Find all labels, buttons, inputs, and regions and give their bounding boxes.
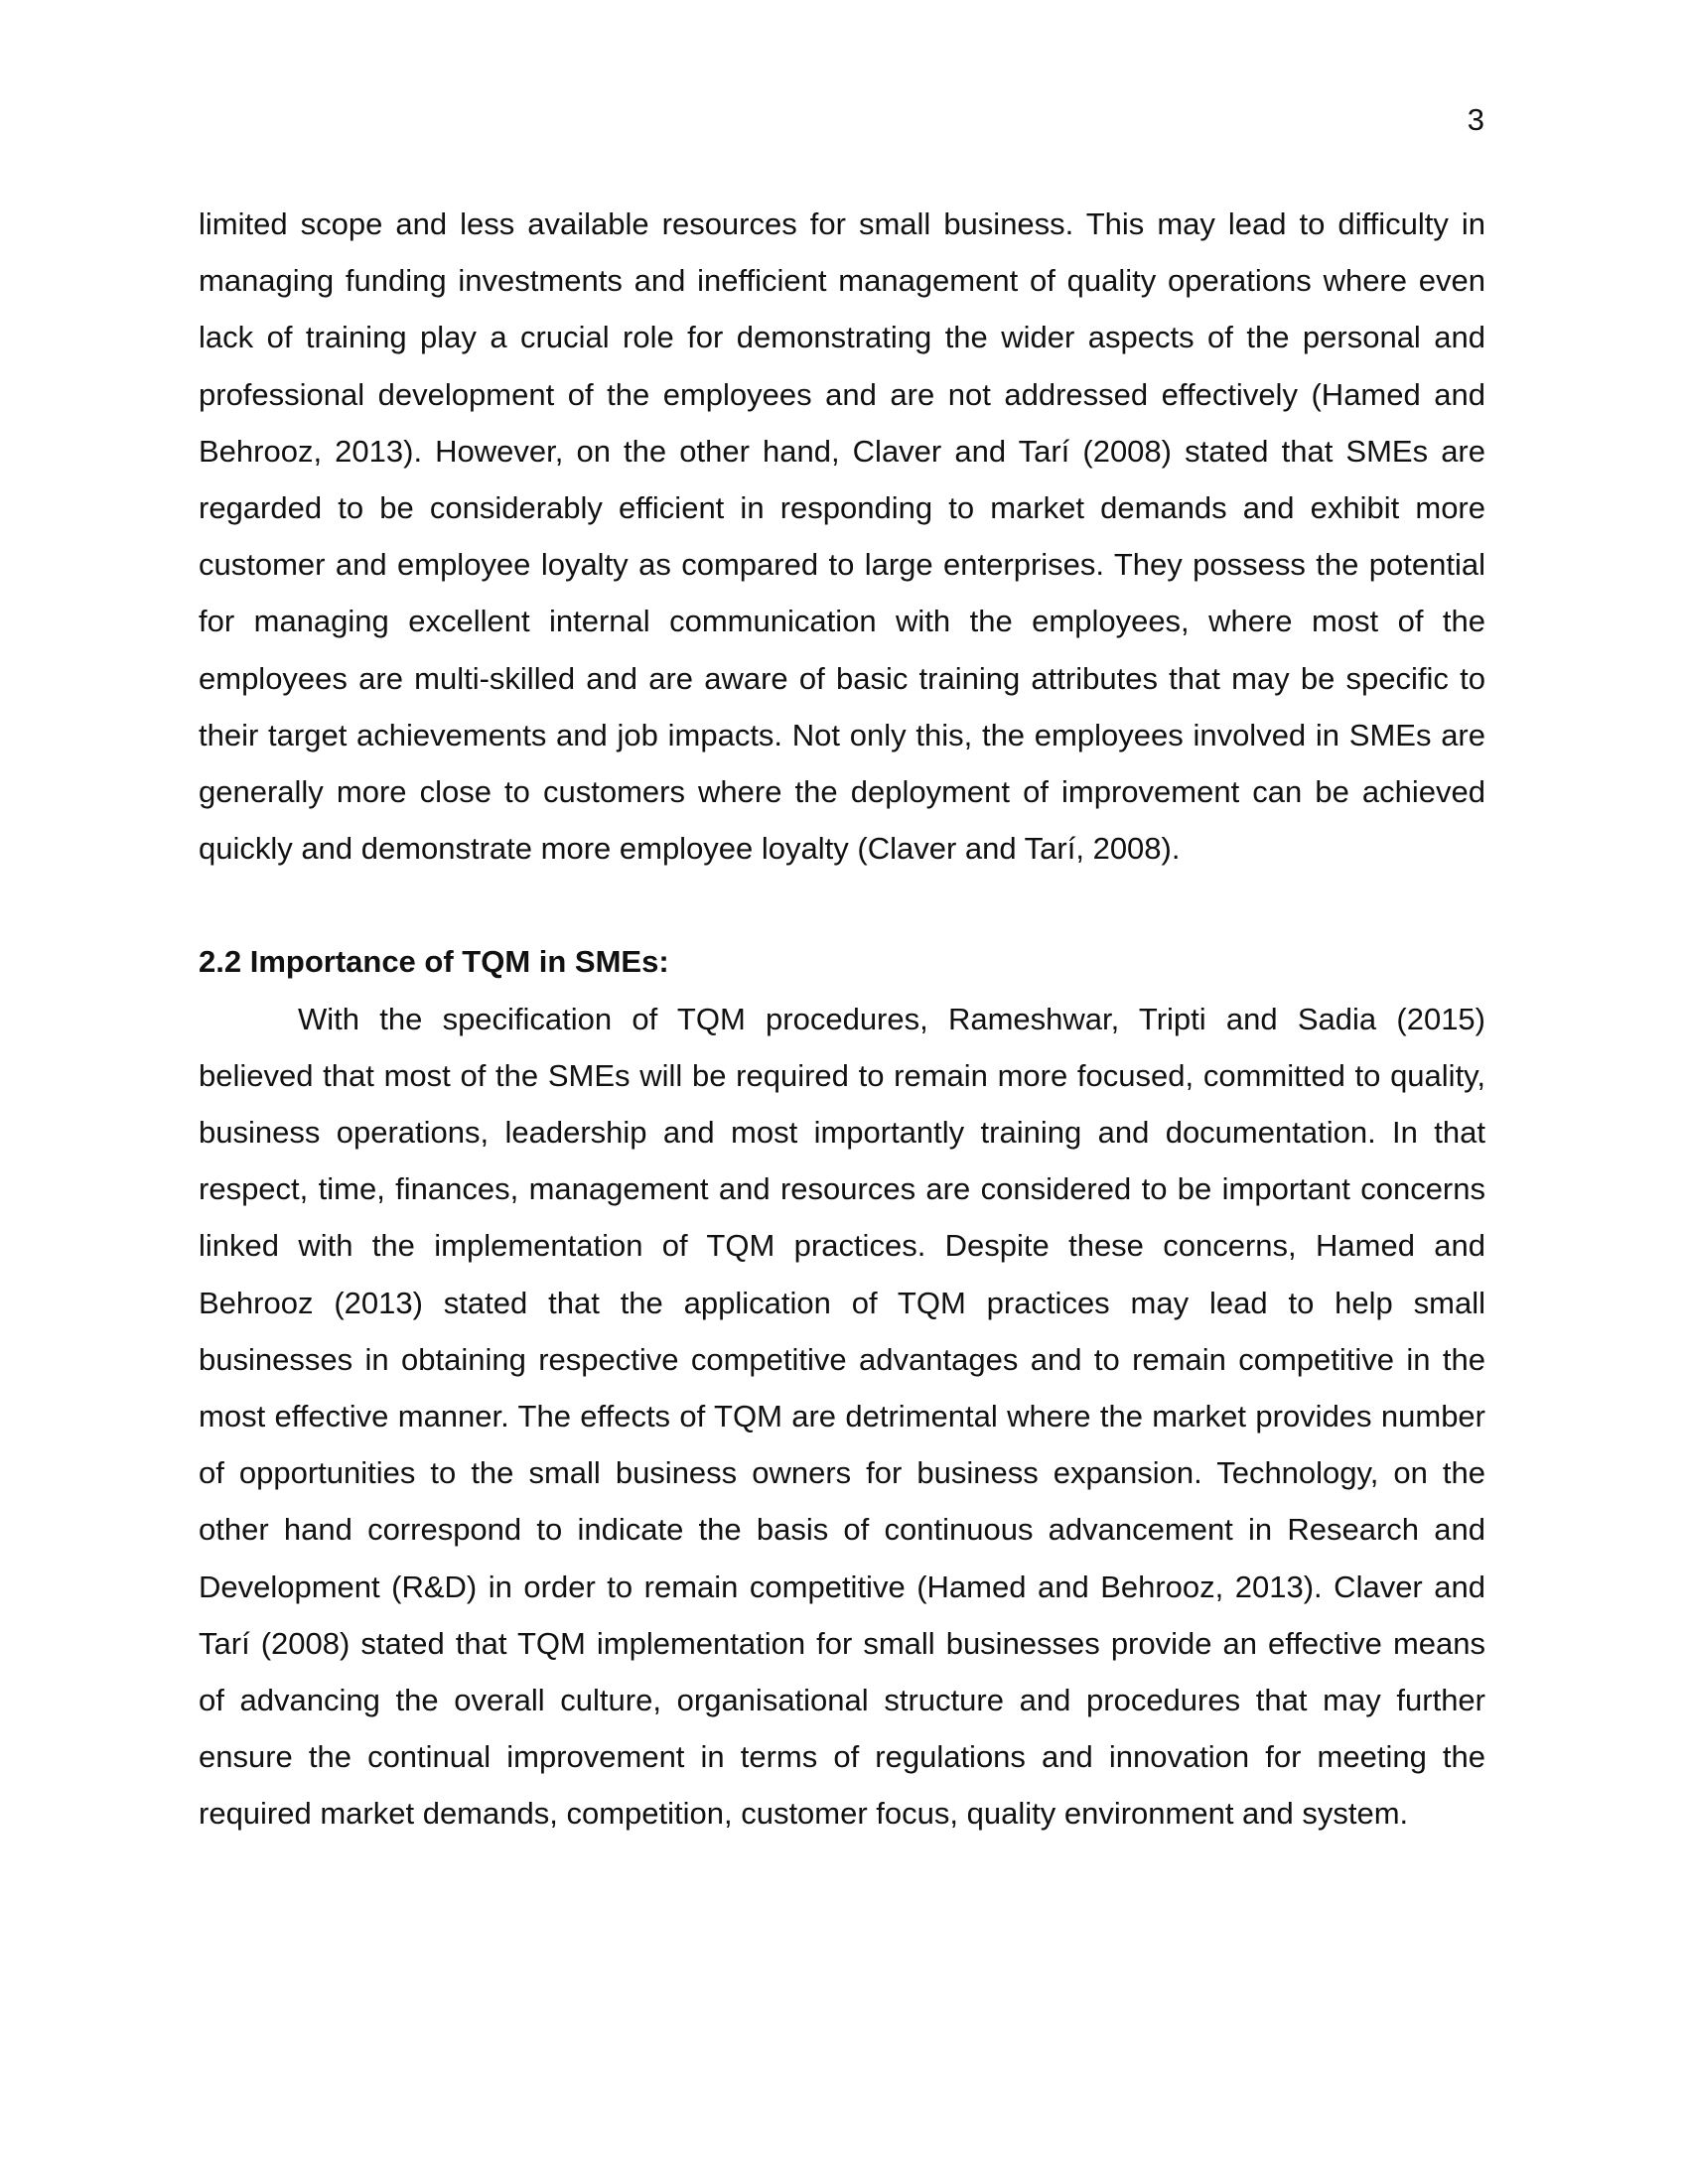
page-body bbox=[199, 196, 1485, 1843]
body-paragraph-1: limited scope and less available resources for small business. This may lead to difficulty in managing funding investments and inefficient management of quality operations where even lack of training play a crucial role for demonstrating the wider aspects of the personal and professional development of the employees and are not addressed effectively (Hamed and Behrooz, 2013). However, on the other hand, Claver and Tarí (2008) stated that SMEs are regarded to be considerably efficient in responding to market demands and exhibit more customer and employee loyalty as compared to large enterprises. They possess the potential for managing excellent internal communication with the employees, where most of the employees are multi-skilled and are aware of basic training attributes that may be specific to their target achievements and job impacts. Not only this, the employees involved in SMEs are generally more close to customers where the deployment of improvement can be achieved quickly and demonstrate more employee loyalty (Claver and Tarí, 2008). bbox=[199, 206, 1485, 867]
page-number: 3 bbox=[1467, 102, 1484, 137]
section-heading: 2.2 Importance of TQM in SMEs: bbox=[199, 944, 669, 980]
body-paragraph-2: With the specification of TQM procedures, Rameshwar, Tripti and Sadia (2015) believed that most of the SMEs will be required to remain more focused, committed to quality, business operations, leadership and most importantly training and documentation. In that respect, time, finances, management and resources are considered to be important concerns linked with the implementation of TQM practices. Despite these concerns, Hamed and Behrooz (2013) stated that the application of TQM practices may lead to help small businesses in obtaining respective competitive advantages and to remain competitive in the most effective manner. The effects of TQM are detrimental where the market provides number of opportunities to the small business owners for business expansion. Technology, on the other hand correspond to indicate the basis of continuous advancement in Research and Development (R&D) in order to remain competitive (Hamed and Behrooz, 2013). Claver and Tarí (2008) stated that TQM implementation for small businesses provide an effective means of advancing the overall culture, organisational structure and procedures that may further ensure the continual improvement in terms of regulations and innovation for meeting the required market demands, competition, customer focus, quality environment and system. bbox=[199, 1001, 1485, 1832]
